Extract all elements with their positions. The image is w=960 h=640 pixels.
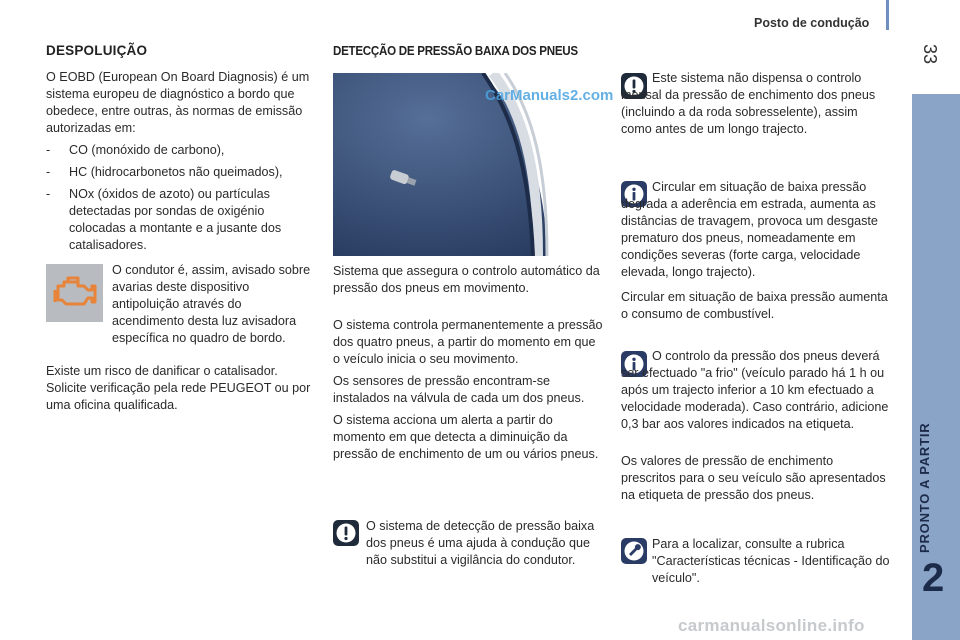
tyre-caption: Sistema que assegura o controlo automático da pressão dos pneus em movimento. [333, 264, 600, 295]
consumption-text: Circular em situação de baixa pressão aumenta o consumo de combustível. [621, 290, 888, 321]
tip-note: Para a localizar, consulte a rubrica "Características técnicas - Identificação do veículo". [652, 537, 890, 585]
system-paragraph: O sistema controla permanentemente a pressão dos quatro pneus, a partir do momento em que o veículo inicia o seu movimento. [333, 318, 603, 366]
system-paragraph: Os sensores de pressão encontram-se instalados na válvula de cada um dos pneus. [333, 374, 585, 405]
engine-warning-icon [46, 264, 103, 322]
exclamation-icon [333, 520, 359, 546]
right-warning-note: Este sistema não dispensa o controlo mensal da pressão de enchimento dos pneus (incluindo a da roda sobresselente), assim como antes de um longo trajecto. [621, 71, 876, 136]
info-note-cold-check: O controlo da pressão dos pneus deverá ser efectuado "a frio" (veículo parado há 1 h ou após um trajecto inferior a 10 km efectuado a velocidade moderada). Caso contrário, adicione 0,3 bar aos valores indicados na etiqueta. [621, 349, 889, 431]
left-section-title: DESPOLUIÇÃO [46, 43, 148, 58]
header-rule [886, 0, 889, 30]
list-item: - HC (hidrocarbonetos não queimados), [46, 164, 312, 181]
list-item: - CO (monóxido de carbono), [46, 142, 312, 159]
middle-section-title: DETECÇÃO DE PRESSÃO BAIXA DOS PNEUS [333, 44, 578, 58]
page-number: 33 [920, 44, 940, 65]
middle-column-body [333, 317, 603, 463]
eobd-intro: O EOBD (European On Board Diagnosis) é um sistema europeu de diagnóstico a bordo que obedece, entre outras, às normas de emissão autorizadas em: [46, 70, 310, 135]
wrench-icon [621, 538, 647, 564]
top-watermark: CarManuals2.com [485, 87, 614, 104]
risk-text: Existe um risco de danificar o catalisador. Solicite verificação pela rede PEUGEOT ou por uma oficina qualificada. [46, 364, 311, 412]
chapter-label: PRONTO A PARTIR [917, 422, 932, 553]
middle-warning-note: O sistema de detecção de pressão baixa dos pneus é uma ajuda à condução que não substitui a vigilância do condutor. [366, 519, 595, 567]
list-item: - NOx (óxidos de azoto) ou partículas detectadas por sondas de oxigénio colocadas a montante e a jusante dos catalisadores. [46, 186, 312, 254]
warning-light-text: O condutor é, assim, avisado sobre avarias deste dispositivo antipoluição através do acendimento desta luz avisadora específica no quadro de bordo. [112, 263, 311, 345]
emission-list [46, 142, 312, 254]
info-note-grip: Circular em situação de baixa pressão degrada a aderência em estrada, aumenta as distâncias de travagem, provoca um desgaste prematuro dos pneus, nomeadamente em condições severas (forte carga, velocidade elevada, longo trajecto). [621, 180, 878, 279]
bottom-watermark: carmanualsonline.info [678, 616, 865, 635]
left-column-body [46, 69, 312, 254]
pressure-label-text: Os valores de pressão de enchimento prescritos para o seu veículo são apresentados na etiqueta de pressão dos pneus. [621, 454, 886, 502]
chapter-number: 2 [922, 556, 945, 600]
system-paragraph: O sistema acciona um alerta a partir do momento em que detecta a diminuição da pressão de enchimento de um ou vários pneus. [333, 413, 599, 461]
header-section-title: Posto de condução [754, 16, 870, 30]
